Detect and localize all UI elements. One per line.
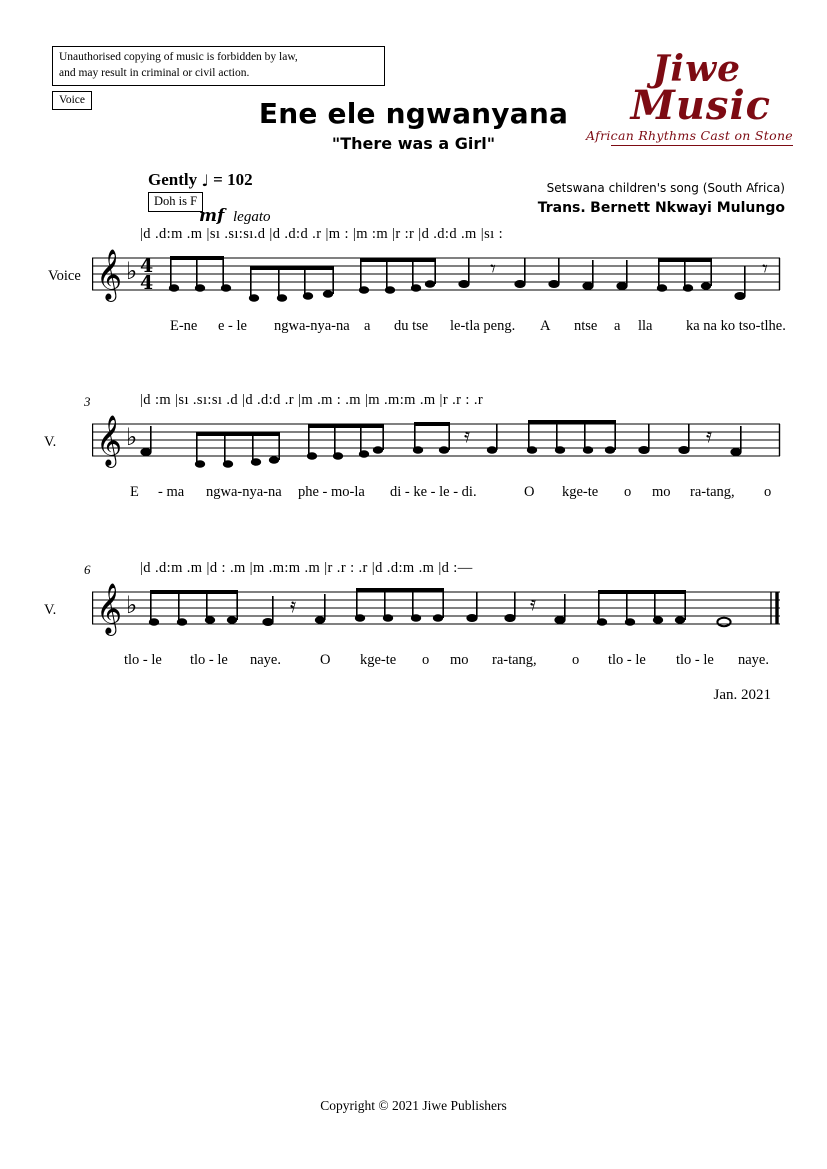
logo-underline <box>611 145 793 146</box>
lyric-syllable: e - le <box>218 318 247 334</box>
dynamic-mezzoforte: mf <box>199 206 225 226</box>
lyric-syllable: O <box>320 652 331 668</box>
lyric-syllable: tlo - le <box>608 652 646 668</box>
copyright-warning-line-1: Unauthorised copying of music is forbidden by law, <box>59 51 298 63</box>
tempo-bpm: = 102 <box>213 170 253 189</box>
lyric-syllable: A <box>540 318 551 334</box>
logo-tagline: African Rhythms Cast on Stone <box>586 128 793 144</box>
composition-date: Jan. 2021 <box>713 687 771 703</box>
lyric-syllable: naye. <box>250 652 281 668</box>
credit-song-origin: Setswana children's song (South Africa) <box>546 181 785 195</box>
lyric-syllable: kge-te <box>562 484 599 500</box>
svg-text:𝄿: 𝄿 <box>706 423 713 447</box>
lyric-syllable: ra-tang, <box>690 484 735 500</box>
svg-text:♭: ♭ <box>126 591 138 619</box>
lyric-syllable: tlo - le <box>124 652 162 668</box>
lyric-syllable: naye. <box>738 652 769 668</box>
lyric-syllable: o <box>422 652 430 668</box>
lyric-syllable: tlo - le <box>190 652 228 668</box>
svg-text:4: 4 <box>140 255 154 277</box>
lyric-syllable: a <box>614 318 621 334</box>
staff-notation <box>92 578 782 650</box>
svg-text:𝄾: 𝄾 <box>490 257 496 282</box>
svg-text:♭: ♭ <box>126 257 138 285</box>
page-title: Ene ele ngwanyana <box>258 97 569 130</box>
staff-notation <box>92 244 782 316</box>
lyric-syllable: o <box>624 484 632 500</box>
svg-text:4: 4 <box>140 272 154 294</box>
credit-translator-label: Trans. <box>537 200 586 216</box>
lyric-syllable: di - ke - le - di. <box>390 484 477 500</box>
tonic-solfa-line: |d :m |sı .sı:sı .d |d .d:d .r |m .m : .m |m .m:m .m |r .r : .r <box>140 392 484 408</box>
part-label: V. <box>44 602 57 618</box>
tempo-marking <box>148 170 253 190</box>
svg-text:𝄞: 𝄞 <box>96 249 123 300</box>
svg-text:𝄿: 𝄿 <box>290 593 297 617</box>
lyric-syllable: ngwa-nya-na <box>206 484 282 500</box>
lyric-syllable: tlo - le <box>676 652 714 668</box>
lyric-syllable: o <box>572 652 580 668</box>
credit-translator <box>538 200 785 216</box>
page-footer-copyright: Copyright © 2021 Jiwe Publishers <box>320 1098 507 1113</box>
lyric-syllable: phe - mo-la <box>298 484 365 500</box>
lyric-syllable: ka na ko tso-tlhe. <box>686 318 786 334</box>
lyric-syllable: O <box>524 484 535 500</box>
lyric-syllable: ra-tang, <box>492 652 537 668</box>
doh-indicator: Doh is F <box>148 192 203 212</box>
lyric-syllable: o <box>764 484 772 500</box>
svg-text:𝄞: 𝄞 <box>96 415 123 466</box>
page-subtitle: "There was a Girl" <box>331 134 496 153</box>
lyric-syllable: E <box>130 484 139 500</box>
copyright-warning-line-2: and may result in criminal or civil action. <box>59 66 250 79</box>
tonic-solfa-line: |d .d:m .m |sı .sı:sı.d |d .d:d .r |m : |m :m |r :r |d .d:d .m |sı : <box>140 226 503 242</box>
svg-text:𝄿: 𝄿 <box>464 423 471 447</box>
lyric-syllable: du tse <box>394 318 429 334</box>
copyright-warning-box <box>52 46 385 86</box>
lyric-syllable: lla <box>638 318 653 334</box>
part-label: Voice <box>48 268 81 284</box>
lyric-syllable: - ma <box>158 484 185 500</box>
lyric-syllable: a <box>364 318 371 334</box>
part-label: V. <box>44 434 57 450</box>
lyric-syllable: kge-te <box>360 652 397 668</box>
svg-text:𝄾: 𝄾 <box>762 257 768 282</box>
logo-word-jiwe: Jiwe <box>652 48 741 90</box>
measure-number: 6 <box>84 562 91 577</box>
lyric-syllable: E-ne <box>170 318 198 334</box>
credit-translator-name: Bernett Nkwayi Mulungo <box>590 200 785 216</box>
svg-text:♭: ♭ <box>126 423 138 451</box>
quarter-note-icon: ♩ <box>201 171 209 190</box>
staff-notation <box>92 410 782 482</box>
lyric-syllable: le-tla peng. <box>450 318 516 334</box>
lyric-syllable: ntse <box>574 318 598 334</box>
lyric-syllable: mo <box>652 484 671 500</box>
tonic-solfa-line: |d .d:m .m |d : .m |m .m:m .m |r .r : .r |d .d:m .m |d :— <box>140 560 473 576</box>
svg-text:𝄞: 𝄞 <box>96 583 123 634</box>
logo-word-music: Music <box>630 82 771 130</box>
measure-number: 3 <box>84 394 91 409</box>
publisher-logo <box>583 48 793 172</box>
lyric-syllable: ngwa-nya-na <box>274 318 350 334</box>
lyric-syllable: mo <box>450 652 469 668</box>
articulation-legato: legato <box>233 209 271 225</box>
tempo-word: Gently <box>148 170 198 189</box>
part-tag-voice: Voice <box>52 91 92 110</box>
svg-text:𝄿: 𝄿 <box>530 591 537 615</box>
